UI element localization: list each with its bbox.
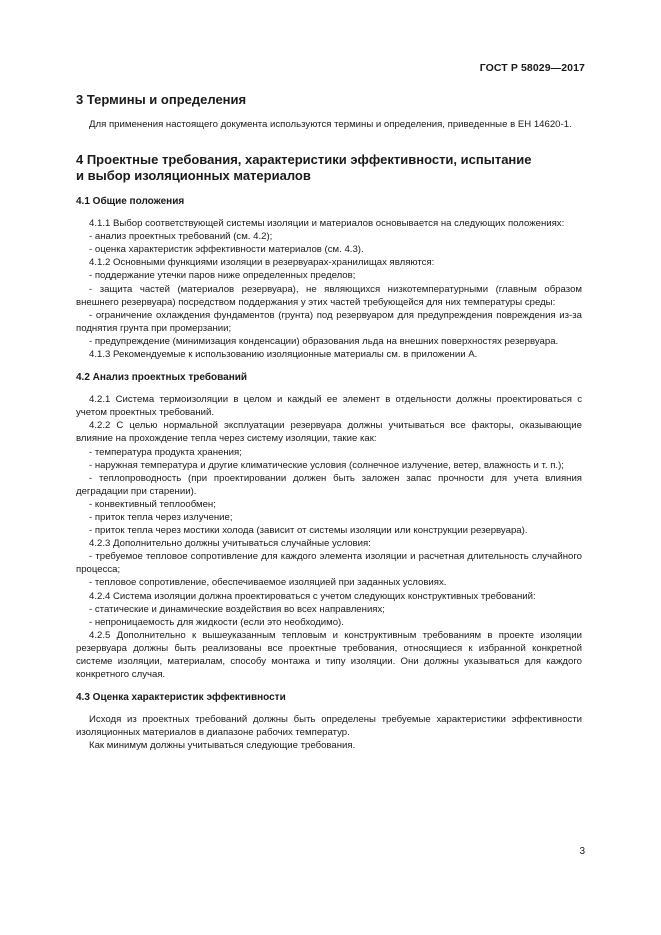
- list-item: - статические и динамические воздействия во всех направлениях;: [89, 603, 385, 615]
- list-item: - защита частей (материалов резервуара), не являющихся низкотемпературными (главным образом внешнего резервуара) посредством поддержания у этих частей требующейся для них температуры среды:: [76, 283, 582, 308]
- paragraph: 4.2.3 Дополнительно должны учитываться случайные условия:: [89, 538, 371, 550]
- list-item: - непроницаемость для жидкости (если это необходимо).: [89, 616, 344, 628]
- section-3-paragraph: Для применения настоящего документа используются термины и определения, приведенные в ЕН 14620-1.: [89, 119, 572, 130]
- list-item: - приток тепла через мостики холода (зависит от системы изоляции или конструкции резервуара).: [89, 525, 528, 537]
- page-number: 3: [579, 846, 585, 857]
- paragraph: 4.2.2 С целью нормальной эксплуатации резервуара должны учитываться все факторы, оказывающие влияние на прохождение тепла через систему изоляции, такие как:: [76, 420, 582, 445]
- list-item: - температура продукта хранения;: [89, 446, 242, 458]
- paragraph: 4.1.3 Рекомендуемые к использованию изоляционные материалы см. в приложении А.: [89, 349, 478, 361]
- section-4-title-line2: и выбор изоляционных материалов: [76, 168, 311, 184]
- list-item: - поддержание утечки паров ниже определенных пределов;: [89, 270, 356, 282]
- section-4-title: [76, 152, 582, 184]
- section-3-title: 3 Термины и определения: [76, 92, 247, 107]
- paragraph: 4.1.1 Выбор соответствующей системы изоляции и материалов основывается на следующих положениях:: [89, 218, 565, 230]
- list-item: - предупреждение (минимизация конденсации) образования льда на внешних поверхностях резервуара.: [89, 335, 559, 347]
- paragraph: 4.2.5 Дополнительно к вышеуказанным тепловым и конструктивным требованиям в проекте изоляции резервуара должны быть реализованы все проектные требования, относящиеся к избранной конкретной системе изоляции, материалам, способу монтажа и типу изоляции. Они должны указываться для каждого конкретного случая.: [76, 629, 582, 681]
- list-item: - оценка характеристик эффективности материалов (см. 4.3).: [89, 244, 364, 256]
- subsection-4-1-title: 4.1 Общие положения: [76, 196, 185, 208]
- subsection-4-2-title: 4.2 Анализ проектных требований: [76, 372, 248, 384]
- list-item: - конвективный теплообмен;: [89, 498, 216, 510]
- paragraph: 4.2.4 Система изоляции должна проектироваться с учетом следующих конструктивных требований:: [89, 590, 536, 602]
- list-item: - приток тепла через излучение;: [89, 511, 233, 523]
- list-item: - теплопроводность (при проектировании должен быть заложен запас прочности для учета влияния деградации при старении).: [76, 472, 582, 497]
- list-item: - требуемое тепловое сопротивление для каждого элемента изоляции и расчетная длительность случайного процесса;: [76, 551, 582, 576]
- list-item: - анализ проектных требований (см. 4.2);: [89, 231, 273, 243]
- list-item: - ограничение охлаждения фундаментов (грунта) под резервуаром для предупреждения повреждения из-за поднятия грунта при промерзании;: [76, 309, 582, 334]
- subsection-4-3-title: 4.3 Оценка характеристик эффективности: [76, 692, 286, 704]
- section-4-title-line1: 4 Проектные требования, характеристики эффективности, испытание: [76, 152, 532, 168]
- paragraph: Исходя из проектных требований должны быть определены требуемые характеристики эффективности изоляционных материалов в диапазоне рабочих температур.: [76, 714, 582, 739]
- paragraph: 4.1.2 Основными функциями изоляции в резервуарах-хранилищах являются:: [89, 257, 435, 269]
- paragraph: Как минимум должны учитываться следующие требования.: [89, 740, 356, 752]
- page-content: [76, 92, 582, 752]
- list-item: - наружная температура и другие климатические условия (солнечное излучение, ветер, влажность и т. п.);: [89, 459, 564, 471]
- list-item: - тепловое сопротивление, обеспечиваемое изоляцией при заданных условиях.: [89, 577, 447, 589]
- standard-header: ГОСТ Р 58029—2017: [479, 62, 585, 74]
- paragraph: 4.2.1 Система термоизоляции в целом и каждый ее элемент в отдельности должны проектироваться с учетом проектных требований.: [76, 394, 582, 419]
